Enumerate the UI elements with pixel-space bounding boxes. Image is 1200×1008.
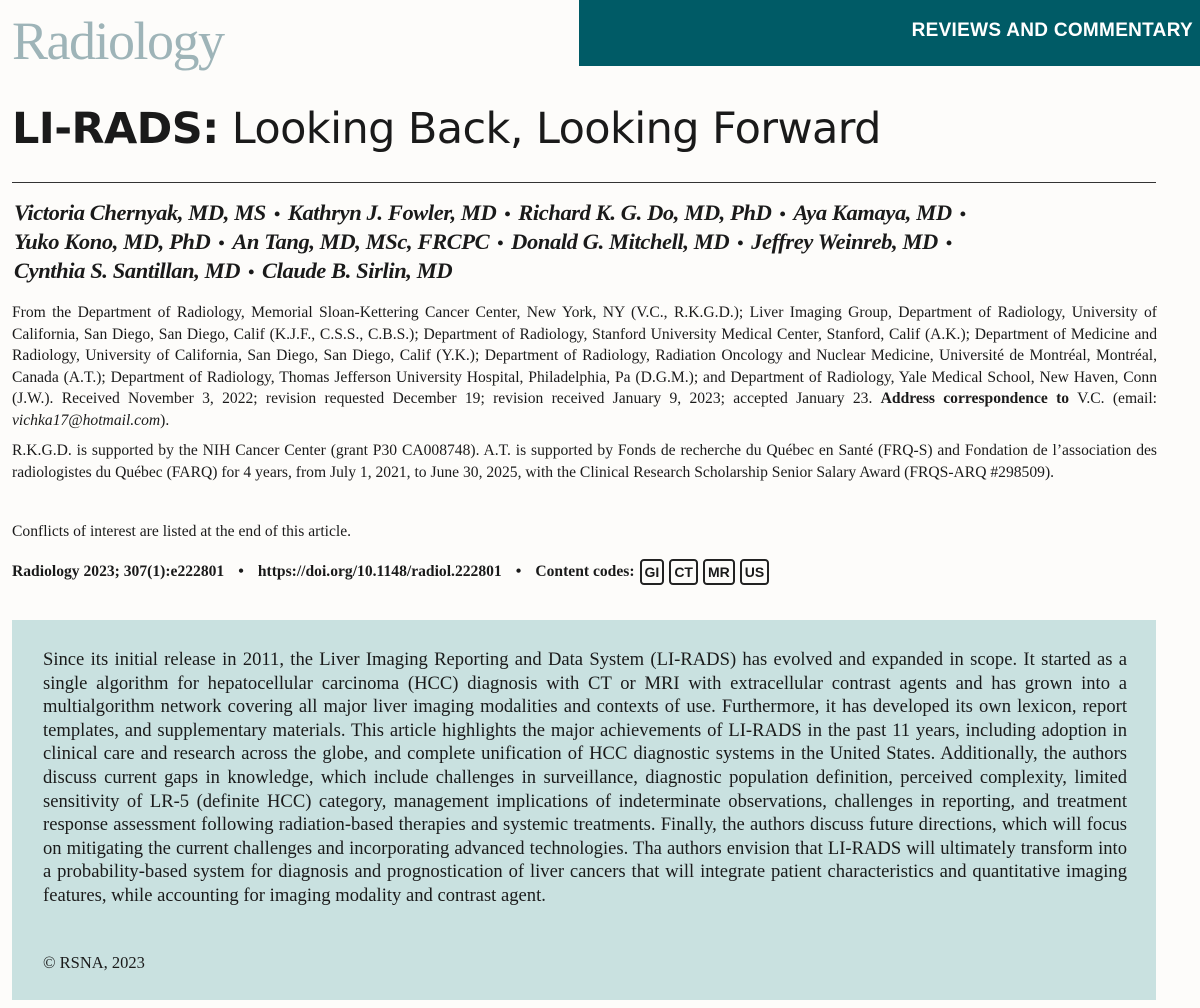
author-line: [14, 257, 1154, 286]
affiliations: [12, 302, 1157, 432]
funding-statement: R.K.G.D. is supported by the NIH Cancer Center (grant P30 CA008748). A.T. is supported by Fonds de recherche du Québec en Santé (FRQ-S) and Fondation de l’association des radiologistes du Québec (FARQ) for 4 years, from July 1, 2021, to June 30, 2025, with the Clinical Research Scholarship Senior Salary Award (FRQS-ARQ #298509).: [12, 442, 1157, 481]
author-name: Cynthia S. Santillan, MD: [14, 258, 241, 283]
article-title: [12, 104, 881, 156]
author-name: Jeffrey Weinreb, MD: [751, 229, 938, 254]
author-separator: •: [959, 204, 966, 224]
author-name: An Tang, MD, MSc, FRCPC: [232, 229, 490, 254]
author-name: Kathryn J. Fowler, MD: [287, 200, 497, 225]
author-separator: •: [497, 233, 504, 253]
author-separator: •: [504, 204, 511, 224]
citation-bullet: •: [515, 563, 522, 580]
content-codes-label: Content codes:: [535, 563, 635, 580]
citation-bullet: •: [238, 563, 244, 580]
content-code-mr-badge: MR: [703, 559, 735, 585]
copyright-notice: © RSNA, 2023: [43, 953, 145, 972]
author-name: Claude B. Sirlin, MD: [262, 258, 453, 283]
abstract-box: [12, 620, 1156, 1000]
title-divider: [12, 182, 1156, 183]
affiliations-text: From the Department of Radiology, Memorial Sloan-Kettering Cancer Center, New York, NY (V.C., R.K.G.D.); Liver Imaging Group, Department of Radiology, University of California, San Diego, San Diego, Calif (K.J.F., C.S.S., C.B.S.); Department of Radiology, Stanford University Medical Center, Stanford, Calif (A.K.); Department of Medicine and Radiology, University of California, San Diego, San Diego, Calif (Y.K.); Department of Radiology, Radiation Oncology and Nuclear Medicine, Université de Montréal, Montréal, Canada (A.T.); Department of Radiology, Thomas Jefferson University Hospital, Philadelphia, Pa (D.G.M.); and Department of Radiology, Yale Medical School, New Haven, Conn (J.W.). Received November 3, 2022; revision requested December 19; revision received January 9, 2023; accepted January 23.: [12, 304, 1157, 408]
journal-logo: Radiology: [12, 11, 224, 71]
section-label: REVIEWS AND COMMENTARY: [911, 20, 1193, 41]
content-code-gi-badge: GI: [640, 559, 665, 585]
citation-reference: Radiology 2023; 307(1):e222801: [12, 563, 225, 580]
author-separator: •: [218, 233, 225, 253]
author-list: [14, 199, 1154, 286]
title-main: Looking Back, Looking Forward: [231, 104, 881, 154]
author-name: Richard K. G. Do, MD, PhD: [518, 200, 772, 225]
author-name: Victoria Chernyak, MD, MS: [14, 200, 266, 225]
title-prefix: LI-RADS:: [12, 104, 219, 154]
author-name: Donald G. Mitchell, MD: [511, 229, 730, 254]
correspondence-close: ).: [160, 411, 170, 429]
citation-line: [12, 558, 769, 586]
content-code-ct-badge: CT: [669, 559, 698, 585]
author-name: Yuko Kono, MD, PhD: [14, 229, 211, 254]
correspondence-email[interactable]: vichka17@hotmail.com: [12, 411, 161, 429]
content-code-us-badge: US: [740, 559, 769, 585]
author-separator: •: [737, 233, 744, 253]
conflicts-statement: Conflicts of interest are listed at the end of this article.: [12, 523, 352, 540]
doi-link[interactable]: https://doi.org/10.1148/radiol.222801: [257, 563, 502, 580]
correspondence-label: Address correspondence to: [880, 390, 1070, 408]
abstract-text: Since its initial release in 2011, the Liver Imaging Reporting and Data System (LI-RADS) has evolved and expanded in scope. It started as a single algorithm for hepatocellular carcinoma (HCC) diagnosis with CT or MRI with extracellular contrast agents and has grown into a multialgorithm network covering all major liver imaging modalities and contexts of use. Furthermore, it has developed its own lexicon, report templates, and supplementary materials. This article highlights the major achievements of LI-RADS in the past 11 years, including adoption in clinical care and research across the globe, and complete unification of HCC diagnostic systems in the United States. Additionally, the authors discuss current gaps in knowledge, which include challenges in surveillance, diagnostic population definition, perceived complexity, limited sensitivity of LR-5 (definite HCC) category, management implications of indeterminate observations, challenges in reporting, and treatment response assessment following radiation-based therapies and systemic treatments. Finally, the authors discuss future directions, which will focus on mitigating the current challenges and incorporating advanced technologies. Tha authors envision that LI-RADS will ultimately transform into a probability-based system for diagnosis and prognostication of liver cancers that will integrate patient characteristics and quantitative imaging features, while accounting for imaging modality and contrast agent.: [43, 649, 1127, 906]
author-separator: •: [779, 204, 786, 224]
author-line: [14, 199, 1154, 228]
correspondence-name: V.C. (email:: [1077, 390, 1157, 408]
author-separator: •: [945, 233, 952, 253]
author-name: Aya Kamaya, MD: [793, 200, 952, 225]
author-separator: •: [248, 262, 255, 282]
section-banner: [579, 0, 1200, 66]
author-line: [14, 228, 1154, 257]
author-separator: •: [273, 204, 280, 224]
